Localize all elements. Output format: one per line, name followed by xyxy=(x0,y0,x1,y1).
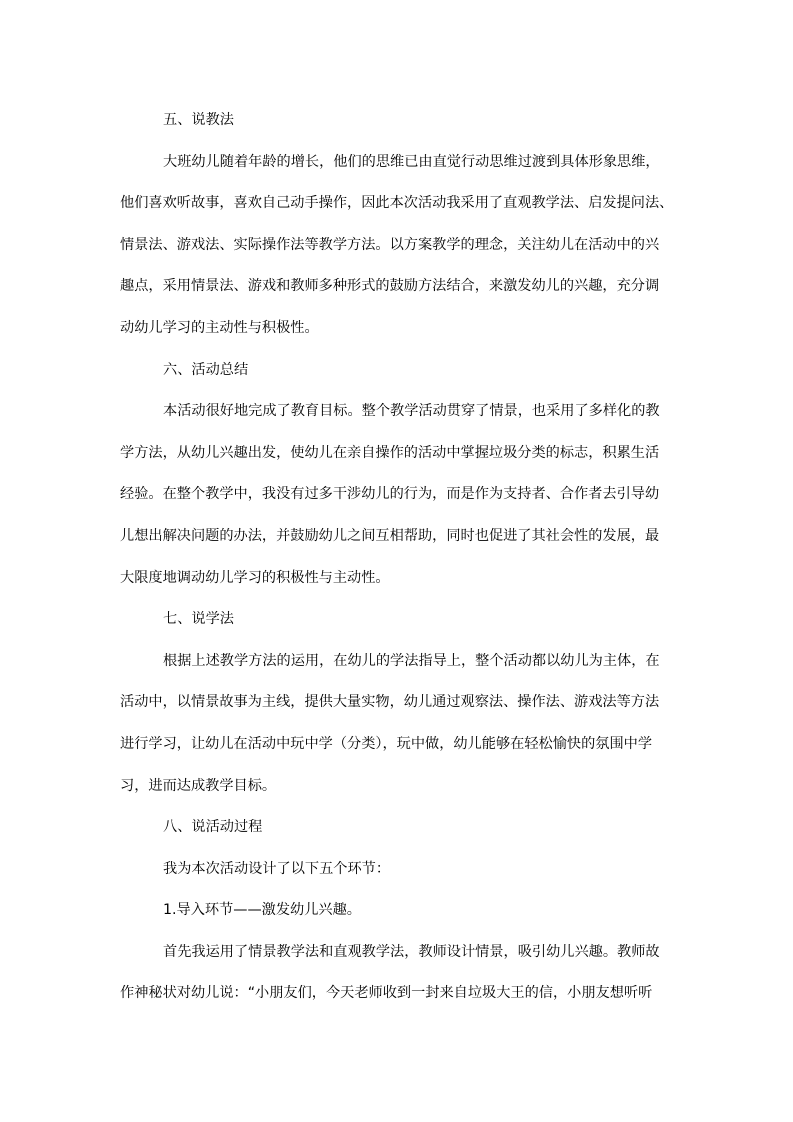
document-body xyxy=(120,100,676,1015)
paragraph-line: 本活动很好地完成了教育目标。整个教学活动贯穿了情景，也采用了多样化的教 xyxy=(163,403,660,420)
paragraph-line: 他们喜欢听故事，喜欢自己动手操作，因此本次活动我采用了直观教学法、启发提问法、 xyxy=(120,195,674,212)
paragraph-line: 经验。在整个教学中，我没有过多干涉幼儿的行为，而是作为支持者、合作者去引导幼 xyxy=(120,486,660,503)
paragraph-line: 根据上述教学方法的运用，在幼儿的学法指导上，整个活动都以幼儿为主体，在 xyxy=(163,652,660,669)
heading-activity-summary: 六、活动总结 xyxy=(163,361,249,378)
paragraph-line: 活动中，以情景故事为主线，提供大量实物，幼儿通过观察法、操作法、游戏法等方法 xyxy=(120,694,660,711)
subheading-intro-step: 1.导入环节——激发幼儿兴趣。 xyxy=(163,902,361,919)
paragraph-line: 大限度地调动幼儿学习的积极性与主动性。 xyxy=(120,569,390,586)
paragraph-line: 趣点，采用情景法、游戏和教师多种形式的鼓励方法结合，来激发幼儿的兴趣，充分调 xyxy=(120,278,660,295)
paragraph-line: 首先我运用了情景教学法和直观教学法，教师设计情景，吸引幼儿兴趣。教师故 xyxy=(163,943,660,960)
paragraph-line: 我为本次活动设计了以下五个环节： xyxy=(163,860,391,877)
paragraph-line: 大班幼儿随着年龄的增长，他们的思维已由直觉行动思维过渡到具体形象思维， xyxy=(163,153,660,170)
heading-teaching-method: 五、说教法 xyxy=(163,112,234,128)
paragraph-line: 习，进而达成教学目标。 xyxy=(120,777,277,794)
paragraph-line: 动幼儿学习的主动性与积极性。 xyxy=(120,319,319,336)
paragraph-line: 儿想出解决问题的办法，并鼓励幼儿之间互相帮助，同时也促进了其社会性的发展，最 xyxy=(120,527,660,544)
heading-learning-method: 七、说学法 xyxy=(163,611,234,628)
paragraph-line: 情景法、游戏法、实际操作法等教学方法。以方案教学的理念，关注幼儿在活动中的兴 xyxy=(120,236,660,253)
paragraph-line: 作神秘状对幼儿说：“小朋友们，今天老师收到一封来自垃圾大王的信，小朋友想听听 xyxy=(120,985,653,1002)
paragraph-line: 学方法，从幼儿兴趣出发，使幼儿在亲自操作的活动中掌握垃圾分类的标志，积累生活 xyxy=(120,444,660,461)
heading-activity-process: 八、说活动过程 xyxy=(163,819,263,836)
paragraph-line: 进行学习，让幼儿在活动中玩中学（分类），玩中做，幼儿能够在轻松愉快的氛围中学 xyxy=(120,735,653,752)
